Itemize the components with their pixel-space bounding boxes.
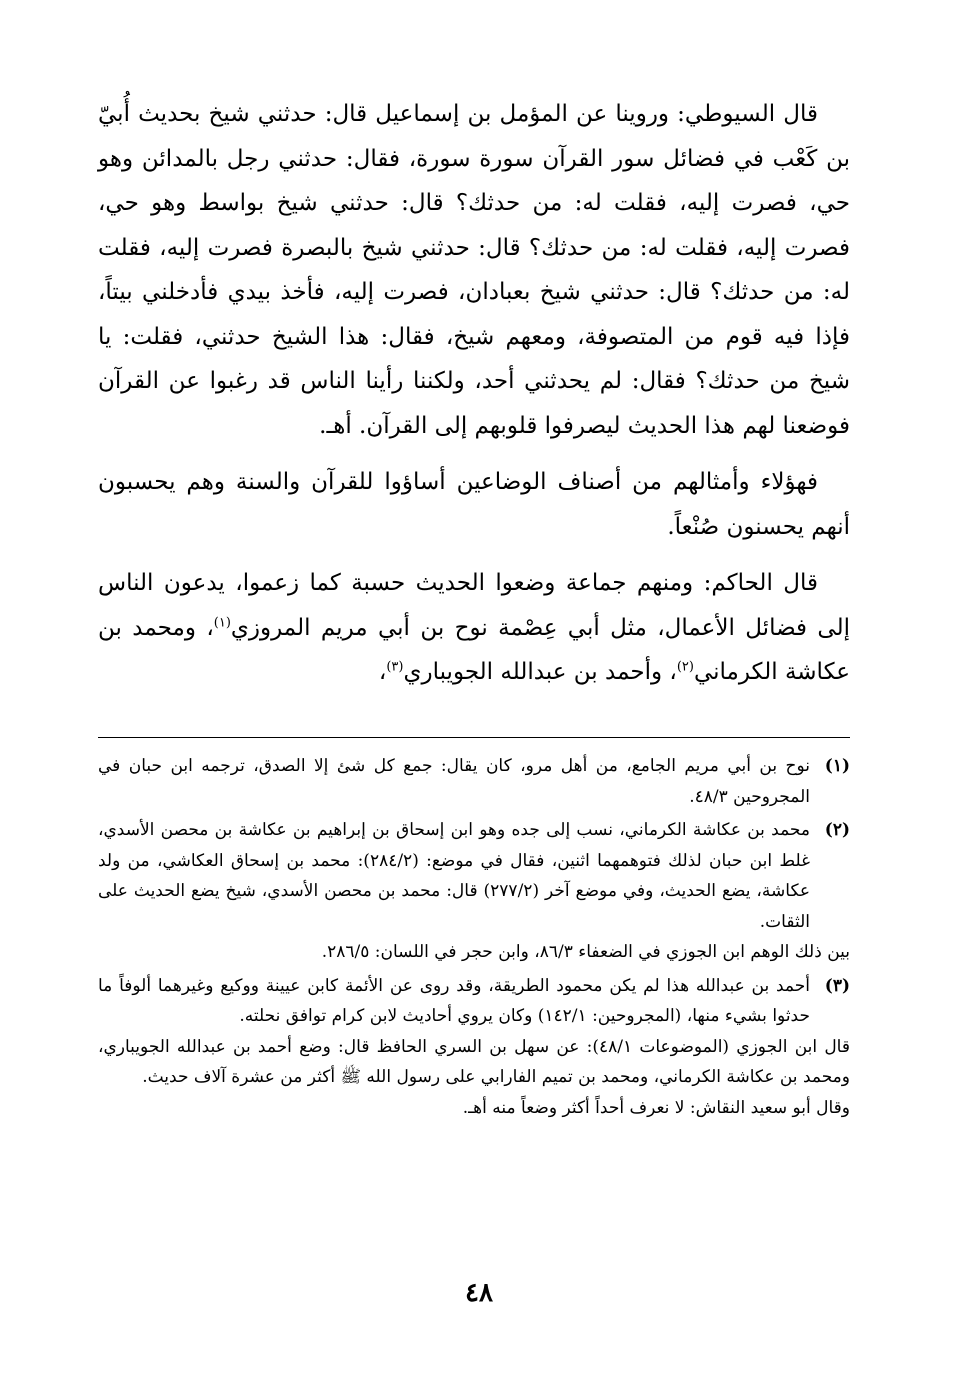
- footnote-continuation: قال ابن الجوزي (الموضوعات ٤٨/١): عن سهل بن السري الحافظ قال: وضع أحمد بن عبدالله الجويباري، ومحمد بن عكاشة الكرماني، ومحمد بن تميم الفارابي على رسول الله ﷺ أكثر من عشرة آلاف حديث.: [98, 1036, 850, 1087]
- footnote-body: [98, 815, 850, 968]
- footnote-body: [98, 751, 810, 812]
- footnote-text: نوح بن أبي مريم الجامع، من أهل مرو، كان يقال: جمع كل شئ إلا الصدق، ترجمه ابن حبان في المجروحين ٤٨/٣.: [98, 756, 810, 807]
- footnote-number: (٣): [824, 975, 850, 996]
- footnote-text: محمد بن عكاشة الكرماني، نسب إلى جده وهو ابن إسحاق بن إبراهيم بن عكاشة بن محصن الأسدي، غلط ابن حبان لذلك فتوهمهما اثنين، فقال في موضع: (٢٨٤/٢): محمد بن إسحاق العكاشي، من ولد عكاشة، يضع الحديث، وفي موضع آخر (٢٧٧/٢) قال: محمد بن محصن الأسدي، شيخ يضع الحديث على الثقات.: [98, 820, 811, 932]
- footnote-body: [98, 971, 850, 1124]
- footnote-2: [98, 815, 850, 968]
- paragraph-3-text-c: ، وأحمد بن عبدالله الجويباري: [403, 659, 677, 685]
- paragraph-3-text-a: قال الحاكم: ومنهم جماعة وضعوا الحديث حسبة كما زعموا، يدعون الناس إلى فضائل الأعمال، مثل أبي عِصْمة نوح بن أبي مريم المروزي: [98, 570, 850, 641]
- paragraph-1: قال السيوطي: وروينا عن المؤمل بن إسماعيل قال: حدثني شيخ بحديث أُبيّ بن كَعْب في فضائل سور القرآن سورة سورة، فقال: حدثني رجل بالمدائن وهو حي، فصرت إليه، فقلت له: من حدثك؟ قال: حدثني شيخ بواسط وهو حي، فصرت إليه، فقلت له: من حدثك؟ قال: حدثني شيخ بالبصرة فصرت إليه، فقلت له: من حدثك؟ قال: حدثني شيخ بعبادان، فصرت إليه، فأخذ بيدي فأدخلني بيتاً، فإذا فيه قوم من المتصوفة، ومعهم شيخ، فقال: هذا الشيخ حدثني، فقلت: يا شيخ من حدثك؟ فقال: لم يحدثني أحد، ولكننا رأينا الناس قد رغبوا عن القرآن فوضعنا لهم هذا الحديث ليصرفوا قلوبهم إلى القرآن. أهـ.: [98, 101, 850, 439]
- footnote-1: [98, 751, 850, 812]
- footnote-ref-1: (١): [213, 614, 231, 630]
- footnote-3: [98, 971, 850, 1124]
- footnote-continuation: وقال أبو سعيد النقاش: لا نعرف أحداً أكثر وضعاً منه أهـ.: [462, 1097, 850, 1118]
- paragraph-3: [98, 561, 850, 695]
- footnote-text: أحمد بن عبدالله هذا لم يكن محمود الطريقة، وقد روى عن الأئمة كابن عيينة ووكيع وغيرهما ألوفاً ما حدثوا بشيء منها، (المجروحين: ١٤٢/١) وكان يروي أحاديث لابن كرام توافق نحلته.: [98, 975, 810, 1026]
- footnote-ref-2: (٢): [676, 659, 694, 675]
- paragraph-3-text-d: ،: [378, 659, 387, 685]
- page-number: ٤٨: [465, 1278, 493, 1308]
- paragraph-2: فهؤلاء وأمثالهم من أصناف الوضاعين أساؤوا للقرآن والسنة وهم يحسبون أنهم يحسنون صُنْعاً.: [98, 469, 850, 540]
- footnote-number: (٢): [824, 820, 850, 840]
- footnote-separator: [98, 737, 850, 738]
- footnote-ref-3: (٣): [386, 659, 404, 675]
- footnotes: [98, 751, 850, 1123]
- paragraph-3-text-b: ، ومحمد بن عكاشة الكرماني: [98, 614, 850, 685]
- main-text: [98, 92, 850, 695]
- footnote-number: (١): [824, 756, 850, 776]
- footnote-continuation: بين ذلك الوهم ابن الجوزي في الضعفاء ٨٦/٣، وابن حجر في اللسان: ٢٨٦/٥.: [321, 942, 850, 962]
